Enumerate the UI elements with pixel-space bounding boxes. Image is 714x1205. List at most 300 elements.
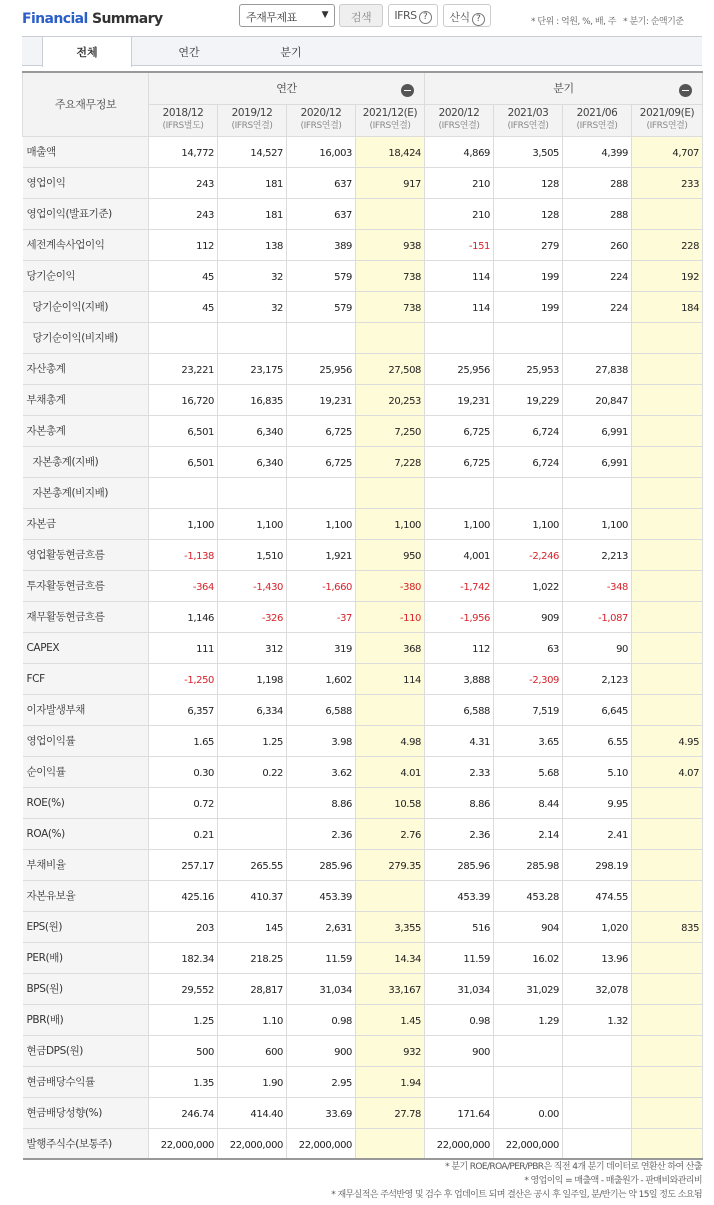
- table-row: [23, 446, 703, 477]
- table-cell: [494, 477, 563, 508]
- table-cell: [632, 849, 703, 880]
- row-label: 세전계속사업이익: [23, 229, 149, 260]
- table-cell: 1.65: [149, 725, 218, 756]
- table-cell: 738: [356, 291, 425, 322]
- table-cell: 31,029: [494, 973, 563, 1004]
- table-cell: 6,725: [287, 446, 356, 477]
- table-cell: 1,020: [563, 911, 632, 942]
- table-cell: 243: [149, 198, 218, 229]
- table-cell: 279.35: [356, 849, 425, 880]
- table-cell: 1.25: [218, 725, 287, 756]
- table-cell: [563, 477, 632, 508]
- table-cell: 319: [287, 632, 356, 663]
- table-cell: 0.22: [218, 756, 287, 787]
- table-cell: 1,100: [563, 508, 632, 539]
- table-cell: 14.34: [356, 942, 425, 973]
- column-header: [632, 104, 703, 136]
- table-cell: 22,000,000: [425, 1128, 494, 1159]
- table-cell: [494, 322, 563, 353]
- page-title: Financial Summary: [22, 11, 163, 27]
- row-label: 영업이익(발표기준): [23, 198, 149, 229]
- table-cell: [632, 1128, 703, 1159]
- table-cell: 6,725: [287, 415, 356, 446]
- table-cell: 1,100: [149, 508, 218, 539]
- table-cell: 1,100: [356, 508, 425, 539]
- table-cell: 1,602: [287, 663, 356, 694]
- table-cell: 453.39: [287, 880, 356, 911]
- table-cell: 45: [149, 260, 218, 291]
- table-cell: [218, 787, 287, 818]
- question-icon: ?: [419, 11, 432, 24]
- table-cell: [356, 1128, 425, 1159]
- table-cell: 16,835: [218, 384, 287, 415]
- table-row: [23, 353, 703, 384]
- table-row: [23, 415, 703, 446]
- table-cell: 16.02: [494, 942, 563, 973]
- column-basis: (IFRS연결): [300, 121, 342, 131]
- table-cell: 7,519: [494, 694, 563, 725]
- table-cell: [494, 1066, 563, 1097]
- table-cell: 2.41: [563, 818, 632, 849]
- table-cell: 1.25: [149, 1004, 218, 1035]
- row-label: 투자활동현금흐름: [23, 570, 149, 601]
- table-cell: 228: [632, 229, 703, 260]
- table-row: [23, 1066, 703, 1097]
- row-label: 당기순이익(비지배): [23, 322, 149, 353]
- table-cell: 27.78: [356, 1097, 425, 1128]
- table-cell: [632, 1066, 703, 1097]
- table-cell: 2.36: [287, 818, 356, 849]
- table-cell: 25,953: [494, 353, 563, 384]
- table-cell: 1.45: [356, 1004, 425, 1035]
- table-cell: -1,742: [425, 570, 494, 601]
- column-basis: (IFRS연결): [369, 121, 411, 131]
- table-cell: 8.86: [287, 787, 356, 818]
- row-label: 매출액: [23, 136, 149, 167]
- row-label: 재무활동현금흐름: [23, 601, 149, 632]
- table-cell: -2,246: [494, 539, 563, 570]
- table-cell: 1,510: [218, 539, 287, 570]
- table-cell: 932: [356, 1035, 425, 1066]
- table-cell: 5.10: [563, 756, 632, 787]
- table-cell: 4,869: [425, 136, 494, 167]
- table-cell: 1,921: [287, 539, 356, 570]
- table-cell: 33.69: [287, 1097, 356, 1128]
- table-cell: 4.31: [425, 725, 494, 756]
- table-cell: [632, 880, 703, 911]
- table-cell: 2,123: [563, 663, 632, 694]
- table-cell: 1,100: [287, 508, 356, 539]
- table-cell: 32,078: [563, 973, 632, 1004]
- row-label: EPS(원): [23, 911, 149, 942]
- table-cell: 474.55: [563, 880, 632, 911]
- table-cell: [632, 353, 703, 384]
- table-row: [23, 477, 703, 508]
- statement-type-select[interactable]: 주재무제표 ▼: [239, 4, 335, 27]
- table-cell: 10.58: [356, 787, 425, 818]
- table-row: [23, 198, 703, 229]
- table-cell: 8.86: [425, 787, 494, 818]
- table-cell: 181: [218, 167, 287, 198]
- table-cell: [287, 322, 356, 353]
- table-cell: 3.62: [287, 756, 356, 787]
- table-cell: 298.19: [563, 849, 632, 880]
- table-cell: 2,631: [287, 911, 356, 942]
- row-label: 현금DPS(원): [23, 1035, 149, 1066]
- table-cell: 210: [425, 167, 494, 198]
- column-basis: (IFRS별도): [162, 121, 204, 131]
- table-cell: [632, 1004, 703, 1035]
- table-cell: 917: [356, 167, 425, 198]
- footnote: * 분기 ROE/ROA/PER/PBR은 직전 4개 분기 데이터로 연환산 하여 산출: [445, 1162, 702, 1172]
- table-cell: [632, 539, 703, 570]
- table-row: [23, 508, 703, 539]
- table-row: [23, 570, 703, 601]
- table-cell: [218, 322, 287, 353]
- row-label: 당기순이익(지배): [23, 291, 149, 322]
- table-cell: 23,221: [149, 353, 218, 384]
- table-row: [23, 1128, 703, 1159]
- table-cell: 14,772: [149, 136, 218, 167]
- table-cell: -326: [218, 601, 287, 632]
- table-cell: 3.65: [494, 725, 563, 756]
- table-cell: -110: [356, 601, 425, 632]
- table-cell: 6,340: [218, 446, 287, 477]
- table-cell: [425, 477, 494, 508]
- unit-note: * 단위 : 억원, %, 배, 주 * 분기: 순액기준: [531, 17, 684, 27]
- table-cell: 9.95: [563, 787, 632, 818]
- table-cell: [632, 508, 703, 539]
- table-row: [23, 756, 703, 787]
- table-cell: 210: [425, 198, 494, 229]
- table-cell: 112: [425, 632, 494, 663]
- table-cell: [563, 1066, 632, 1097]
- table-cell: 19,229: [494, 384, 563, 415]
- annual-group-header: 연간: [149, 72, 425, 104]
- table-cell: 8.44: [494, 787, 563, 818]
- table-cell: 738: [356, 260, 425, 291]
- table-cell: 22,000,000: [494, 1128, 563, 1159]
- table-cell: [632, 1097, 703, 1128]
- tab-quarterly[interactable]: 분기: [280, 46, 302, 59]
- row-label: 영업활동현금흐름: [23, 539, 149, 570]
- table-cell: 18,424: [356, 136, 425, 167]
- column-period: 2021/06: [576, 107, 618, 119]
- row-label: 자본총계(지배): [23, 446, 149, 477]
- table-cell: 182.34: [149, 942, 218, 973]
- table-cell: 0.00: [494, 1097, 563, 1128]
- table-cell: 22,000,000: [149, 1128, 218, 1159]
- table-cell: 27,508: [356, 353, 425, 384]
- table-cell: 138: [218, 229, 287, 260]
- column-basis: (IFRS연결): [576, 121, 618, 131]
- table-cell: 233: [632, 167, 703, 198]
- table-cell: 27,838: [563, 353, 632, 384]
- table-cell: 579: [287, 260, 356, 291]
- table-row: [23, 880, 703, 911]
- row-label: ROA(%): [23, 818, 149, 849]
- table-cell: 285.96: [287, 849, 356, 880]
- table-row: [23, 1035, 703, 1066]
- table-cell: [563, 1035, 632, 1066]
- table-cell: 184: [632, 291, 703, 322]
- table-cell: [425, 1066, 494, 1097]
- table-cell: 19,231: [425, 384, 494, 415]
- collapse-quarter-icon[interactable]: [679, 84, 692, 97]
- table-cell: 6,725: [425, 446, 494, 477]
- table-row: [23, 539, 703, 570]
- table-cell: 6,357: [149, 694, 218, 725]
- table-cell: [356, 477, 425, 508]
- table-cell: 114: [425, 291, 494, 322]
- row-label: FCF: [23, 663, 149, 694]
- row-label: 부채비율: [23, 849, 149, 880]
- table-cell: [563, 322, 632, 353]
- column-header: [425, 104, 494, 136]
- table-row: [23, 973, 703, 1004]
- table-cell: [356, 198, 425, 229]
- table-cell: 4.98: [356, 725, 425, 756]
- column-basis: (IFRS연결): [438, 121, 480, 131]
- table-cell: 453.28: [494, 880, 563, 911]
- ifrs-help-button[interactable]: IFRS ?: [388, 4, 438, 27]
- table-cell: [632, 384, 703, 415]
- column-basis: (IFRS연결): [231, 121, 273, 131]
- table-cell: 22,000,000: [218, 1128, 287, 1159]
- table-cell: 950: [356, 539, 425, 570]
- table-row: [23, 384, 703, 415]
- row-label: 영업이익: [23, 167, 149, 198]
- table-cell: [632, 1035, 703, 1066]
- column-header: [356, 104, 425, 136]
- column-period: 2018/12: [162, 107, 204, 119]
- table-cell: 1,100: [218, 508, 287, 539]
- period-tabs: [22, 36, 702, 66]
- table-cell: [494, 1035, 563, 1066]
- table-row: [23, 601, 703, 632]
- table-corner-label: 주요재무정보: [23, 72, 149, 136]
- table-cell: [356, 694, 425, 725]
- table-cell: [632, 973, 703, 1004]
- table-cell: -1,250: [149, 663, 218, 694]
- table-row: [23, 911, 703, 942]
- row-label: 자본유보율: [23, 880, 149, 911]
- table-cell: 11.59: [425, 942, 494, 973]
- table-cell: 414.40: [218, 1097, 287, 1128]
- tab-annual[interactable]: 연간: [178, 46, 200, 59]
- financial-summary-table: [22, 71, 703, 1160]
- table-cell: [356, 322, 425, 353]
- table-cell: 257.17: [149, 849, 218, 880]
- table-cell: 4,707: [632, 136, 703, 167]
- table-cell: [632, 198, 703, 229]
- table-row: [23, 229, 703, 260]
- table-cell: 90: [563, 632, 632, 663]
- table-cell: 389: [287, 229, 356, 260]
- table-cell: 900: [425, 1035, 494, 1066]
- column-period: 2021/09(E): [639, 107, 695, 119]
- table-cell: 203: [149, 911, 218, 942]
- table-cell: 900: [287, 1035, 356, 1066]
- table-cell: 199: [494, 260, 563, 291]
- table-cell: 5.68: [494, 756, 563, 787]
- column-period: 2020/12: [300, 107, 342, 119]
- table-cell: 6,334: [218, 694, 287, 725]
- table-cell: [632, 570, 703, 601]
- table-cell: 13.96: [563, 942, 632, 973]
- table-cell: 579: [287, 291, 356, 322]
- table-cell: 1.32: [563, 1004, 632, 1035]
- column-basis: (IFRS연결): [507, 121, 549, 131]
- table-cell: -37: [287, 601, 356, 632]
- table-cell: 600: [218, 1035, 287, 1066]
- table-cell: 288: [563, 198, 632, 229]
- table-cell: [632, 446, 703, 477]
- table-cell: 114: [425, 260, 494, 291]
- table-cell: 14,527: [218, 136, 287, 167]
- table-cell: -1,956: [425, 601, 494, 632]
- table-cell: 3,355: [356, 911, 425, 942]
- table-row: [23, 694, 703, 725]
- table-cell: [632, 477, 703, 508]
- table-cell: 0.98: [287, 1004, 356, 1035]
- row-label: ROE(%): [23, 787, 149, 818]
- table-cell: 0.30: [149, 756, 218, 787]
- column-period: 2019/12: [231, 107, 273, 119]
- row-label: 현금배당성향(%): [23, 1097, 149, 1128]
- table-cell: 16,003: [287, 136, 356, 167]
- table-cell: 288: [563, 167, 632, 198]
- table-cell: 425.16: [149, 880, 218, 911]
- table-cell: [632, 818, 703, 849]
- table-cell: 2,213: [563, 539, 632, 570]
- table-cell: 1,100: [494, 508, 563, 539]
- chevron-down-icon: ▼: [321, 10, 328, 20]
- table-cell: 1,022: [494, 570, 563, 601]
- question-icon: ?: [472, 13, 485, 26]
- table-row: [23, 167, 703, 198]
- table-cell: 192: [632, 260, 703, 291]
- row-label: PBR(배): [23, 1004, 149, 1035]
- table-row: [23, 725, 703, 756]
- table-cell: 4,001: [425, 539, 494, 570]
- row-label: 현금배당수익률: [23, 1066, 149, 1097]
- table-cell: 6.55: [563, 725, 632, 756]
- table-cell: 516: [425, 911, 494, 942]
- table-cell: 904: [494, 911, 563, 942]
- table-cell: 0.21: [149, 818, 218, 849]
- table-cell: 19,231: [287, 384, 356, 415]
- tab-all[interactable]: 전체: [42, 37, 132, 67]
- table-cell: -348: [563, 570, 632, 601]
- table-cell: 6,724: [494, 446, 563, 477]
- column-header: [149, 104, 218, 136]
- table-cell: 2.76: [356, 818, 425, 849]
- table-cell: 22,000,000: [287, 1128, 356, 1159]
- table-cell: [632, 322, 703, 353]
- table-row: [23, 1004, 703, 1035]
- table-cell: 112: [149, 229, 218, 260]
- row-label: 자본금: [23, 508, 149, 539]
- table-cell: 1.94: [356, 1066, 425, 1097]
- table-cell: 181: [218, 198, 287, 229]
- table-cell: -1,087: [563, 601, 632, 632]
- row-label: 이자발생부채: [23, 694, 149, 725]
- footnotes: [331, 1160, 702, 1202]
- collapse-annual-icon[interactable]: [401, 84, 414, 97]
- table-cell: [425, 322, 494, 353]
- table-cell: 23,175: [218, 353, 287, 384]
- table-cell: 32: [218, 260, 287, 291]
- table-row: [23, 632, 703, 663]
- row-label: 영업이익률: [23, 725, 149, 756]
- table-cell: [563, 1097, 632, 1128]
- table-cell: [632, 663, 703, 694]
- table-cell: 6,991: [563, 446, 632, 477]
- table-cell: 312: [218, 632, 287, 663]
- table-cell: 7,228: [356, 446, 425, 477]
- table-cell: [632, 942, 703, 973]
- table-cell: -364: [149, 570, 218, 601]
- table-row: [23, 260, 703, 291]
- table-row: [23, 818, 703, 849]
- search-button[interactable]: 검색: [339, 4, 383, 27]
- table-cell: 111: [149, 632, 218, 663]
- table-cell: 6,340: [218, 415, 287, 446]
- table-cell: [356, 880, 425, 911]
- table-cell: 3,888: [425, 663, 494, 694]
- table-row: [23, 942, 703, 973]
- row-label: 순이익률: [23, 756, 149, 787]
- column-header: [287, 104, 356, 136]
- column-header: [563, 104, 632, 136]
- table-cell: 28,817: [218, 973, 287, 1004]
- table-cell: 1.90: [218, 1066, 287, 1097]
- table-cell: 218.25: [218, 942, 287, 973]
- table-cell: 243: [149, 167, 218, 198]
- table-cell: 25,956: [425, 353, 494, 384]
- table-cell: 637: [287, 167, 356, 198]
- table-cell: 2.14: [494, 818, 563, 849]
- top-toolbar: [0, 0, 714, 36]
- table-cell: 6,645: [563, 694, 632, 725]
- table-cell: 31,034: [287, 973, 356, 1004]
- table-cell: 246.74: [149, 1097, 218, 1128]
- table-cell: 453.39: [425, 880, 494, 911]
- table-cell: [632, 632, 703, 663]
- table-cell: 6,588: [287, 694, 356, 725]
- formula-help-button[interactable]: 산식 ?: [443, 4, 491, 27]
- table-cell: 4,399: [563, 136, 632, 167]
- table-cell: 1,100: [425, 508, 494, 539]
- table-cell: 410.37: [218, 880, 287, 911]
- table-cell: 7,250: [356, 415, 425, 446]
- table-cell: 224: [563, 260, 632, 291]
- table-cell: 6,501: [149, 446, 218, 477]
- table-cell: 6,991: [563, 415, 632, 446]
- table-cell: 114: [356, 663, 425, 694]
- row-label: 발행주식수(보통주): [23, 1128, 149, 1159]
- table-cell: -1,430: [218, 570, 287, 601]
- table-cell: -151: [425, 229, 494, 260]
- table-cell: 32: [218, 291, 287, 322]
- table-cell: 128: [494, 167, 563, 198]
- quarter-group-header: 분기: [425, 72, 703, 104]
- table-cell: 199: [494, 291, 563, 322]
- table-cell: 171.64: [425, 1097, 494, 1128]
- table-row: [23, 322, 703, 353]
- table-cell: [218, 818, 287, 849]
